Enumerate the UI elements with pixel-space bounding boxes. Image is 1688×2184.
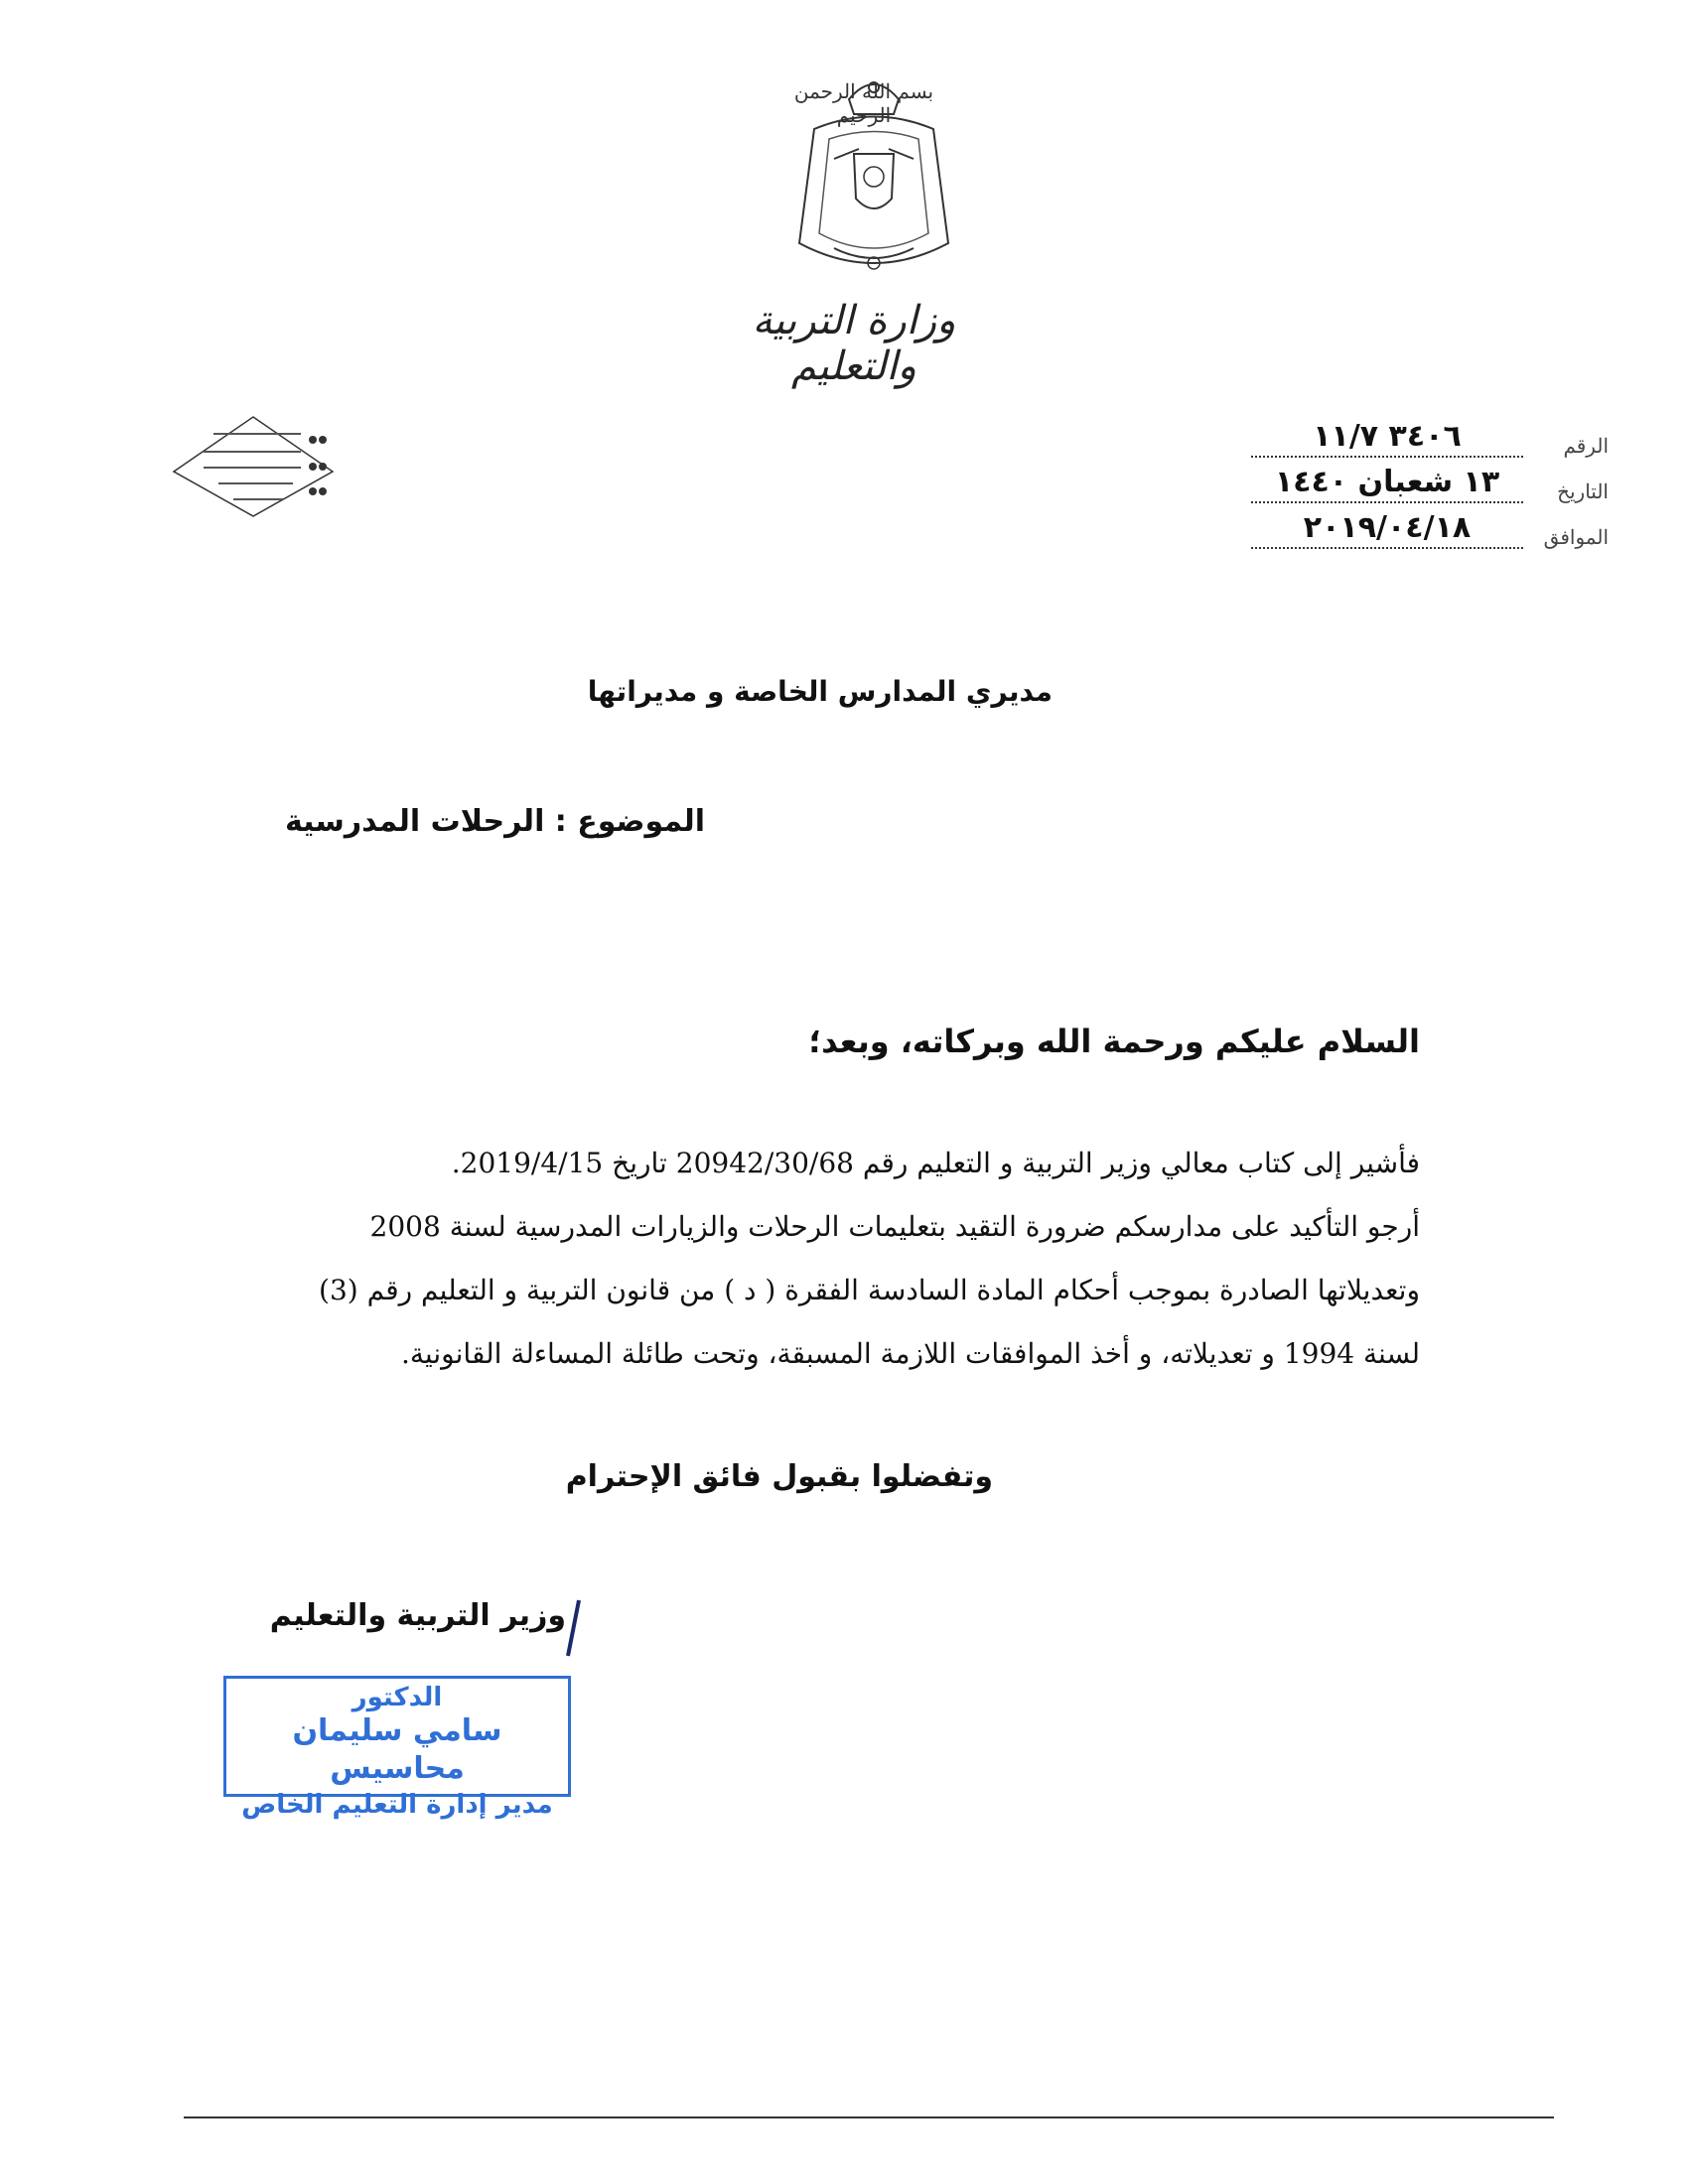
subject-line: الموضوع : الرحلات المدرسية — [284, 804, 705, 839]
date-label: التاريخ — [1557, 479, 1609, 503]
body-line: أرجو التأكيد على مدارسكم ضرورة التقيد بتعليمات الرحلات والزيارات المدرسية لسنة 2008 — [369, 1210, 1420, 1243]
small-stamp-icon — [164, 412, 343, 521]
closing-line: وتفضلوا بقبول فائق الإحترام — [565, 1459, 993, 1494]
number-value: ٣٤٠٦ ١١/٧ — [1251, 419, 1523, 458]
header-motto: بسم الله الرحمن الرحيم — [793, 79, 934, 127]
footer-divider — [184, 2116, 1554, 2118]
hijri-date-row — [1251, 458, 1609, 503]
body-paragraph — [268, 1132, 1420, 1386]
coat-of-arms-icon — [774, 69, 973, 298]
greeting: السلام عليكم ورحمة الله وبركاته، وبعد؛ — [808, 1023, 1420, 1060]
stamp-line-title: الدكتور — [352, 1683, 443, 1712]
addressee: مديري المدارس الخاصة و مديراتها — [587, 675, 1053, 708]
hijri-date-value: ١٣ شعبان ١٤٤٠ — [1251, 465, 1523, 503]
gregorian-date-value: ٢٠١٩/٠٤/١٨ — [1251, 510, 1523, 549]
ministry-logo-text: وزارة التربية والتعليم — [752, 298, 956, 389]
reference-number-row — [1251, 412, 1609, 458]
stamp-line-position: مدير إدارة التعليم الخاص — [241, 1790, 553, 1820]
body-line: وتعديلاتها الصادرة بموجب أحكام المادة السادسة الفقرة ( د ) من قانون التربية و التعليم رقم (3) — [319, 1274, 1420, 1306]
number-label: الرقم — [1563, 434, 1609, 458]
signer-title: وزير التربية والتعليم — [269, 1598, 566, 1633]
stamp-line-name: سامي سليمان محاسيس — [292, 1713, 502, 1786]
signature-mark-icon — [564, 1598, 584, 1658]
reference-block — [1251, 412, 1609, 549]
official-stamp — [223, 1676, 571, 1820]
body-line: فأشير إلى كتاب معالي وزير التربية و التعليم رقم 20942/30/68 تاريخ 2019/4/15. — [451, 1147, 1420, 1179]
gregorian-date-row — [1251, 503, 1609, 549]
corresponding-label: الموافق — [1543, 525, 1609, 549]
body-line: لسنة 1994 و تعديلاته، و أخذ الموافقات اللازمة المسبقة، وتحت طائلة المساءلة القانونية. — [401, 1337, 1420, 1370]
